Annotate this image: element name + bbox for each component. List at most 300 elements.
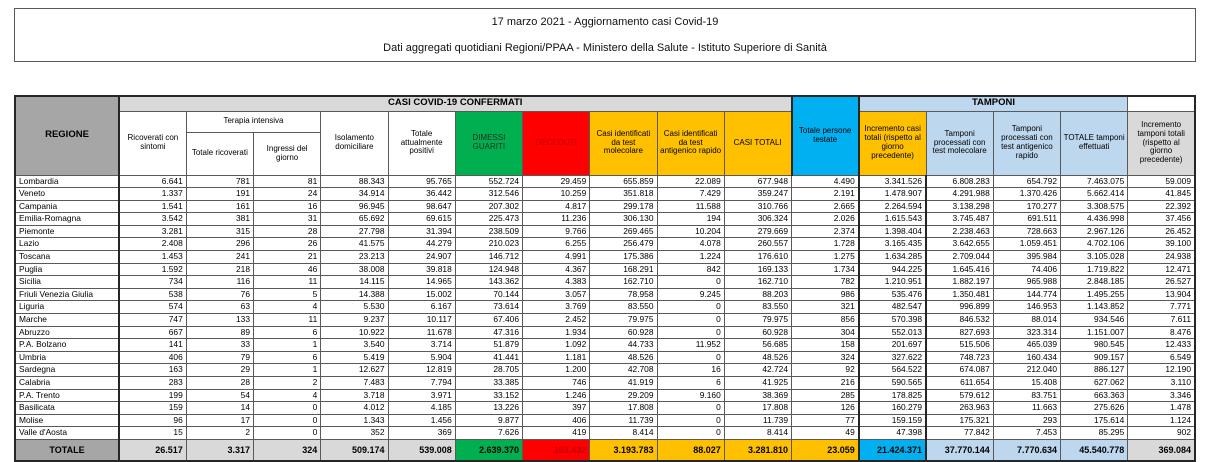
value-cell: 3.105.028	[1061, 251, 1128, 264]
value-cell: 13.226	[455, 402, 522, 415]
value-cell: 47.398	[859, 427, 926, 440]
value-cell: 1.124	[1128, 414, 1195, 427]
table-row	[15, 364, 1195, 377]
value-cell: 304	[792, 326, 859, 339]
value-cell: 159.159	[859, 414, 926, 427]
region-cell: Piemonte	[15, 225, 119, 238]
value-cell: 15.002	[388, 288, 455, 301]
value-cell: 315	[186, 225, 253, 238]
value-cell: 92	[792, 364, 859, 377]
value-cell: 168.291	[590, 263, 657, 276]
value-cell: 44.279	[388, 238, 455, 251]
value-cell: 146.953	[993, 301, 1060, 314]
value-cell: 746	[523, 377, 590, 390]
covid-data-table	[14, 95, 1196, 462]
value-cell: 3.346	[1128, 389, 1195, 402]
table-row	[15, 225, 1195, 238]
value-cell: 5	[254, 288, 321, 301]
value-cell: 369.084	[1128, 439, 1195, 461]
value-cell: 41.575	[321, 238, 388, 251]
value-cell: 4	[254, 389, 321, 402]
value-cell: 15.408	[993, 377, 1060, 390]
value-cell: 41.925	[724, 377, 791, 390]
value-cell: 7.453	[993, 427, 1060, 440]
region-cell: Molise	[15, 414, 119, 427]
value-cell: 0	[657, 326, 724, 339]
value-cell: 60.928	[590, 326, 657, 339]
value-cell: 4.436.998	[1061, 213, 1128, 226]
value-cell: 163	[119, 364, 186, 377]
value-cell: 28	[186, 377, 253, 390]
value-cell: 4.185	[388, 402, 455, 415]
value-cell: 69.615	[388, 213, 455, 226]
value-cell: 509.174	[321, 439, 388, 461]
value-cell: 8.414	[724, 427, 791, 440]
value-cell: 48.526	[590, 351, 657, 364]
value-cell: 2.408	[119, 238, 186, 251]
value-cell: 2.452	[523, 314, 590, 327]
value-cell: 3.542	[119, 213, 186, 226]
value-cell: 11.739	[724, 414, 791, 427]
value-cell: 2.264.594	[859, 200, 926, 213]
value-cell: 1.343	[321, 414, 388, 427]
value-cell: 827.693	[926, 326, 993, 339]
value-cell: 5.530	[321, 301, 388, 314]
value-cell: 1.541	[119, 200, 186, 213]
value-cell: 359.247	[724, 188, 791, 201]
value-cell: 1.728	[792, 238, 859, 251]
value-cell: 12.471	[1128, 263, 1195, 276]
value-cell: 321	[792, 301, 859, 314]
value-cell: 856	[792, 314, 859, 327]
value-cell: 1.645.416	[926, 263, 993, 276]
value-cell: 352	[321, 427, 388, 440]
region-cell: Sicilia	[15, 276, 119, 289]
value-cell: 6.255	[523, 238, 590, 251]
value-cell: 842	[657, 263, 724, 276]
value-cell: 46	[254, 263, 321, 276]
table-row	[15, 238, 1195, 251]
value-cell: 1.246	[523, 389, 590, 402]
value-cell: 1.092	[523, 339, 590, 352]
value-cell: 24.907	[388, 251, 455, 264]
value-cell: 3.714	[388, 339, 455, 352]
value-cell: 886.127	[1061, 364, 1128, 377]
value-cell: 49	[792, 427, 859, 440]
value-cell: 0	[254, 427, 321, 440]
value-cell: 16	[657, 364, 724, 377]
value-cell: 207.302	[455, 200, 522, 213]
value-cell: 324	[254, 439, 321, 461]
value-cell: 29.209	[590, 389, 657, 402]
value-cell: 986	[792, 288, 859, 301]
value-cell: 1.275	[792, 251, 859, 264]
value-cell: 397	[523, 402, 590, 415]
value-cell: 11	[254, 314, 321, 327]
value-cell: 170.277	[993, 200, 1060, 213]
value-cell: 283	[119, 377, 186, 390]
value-cell: 85.295	[1061, 427, 1128, 440]
value-cell: 9.160	[657, 389, 724, 402]
col-header-persone-testate: Totale persone testate	[792, 96, 859, 175]
value-cell: 22.089	[657, 175, 724, 188]
value-cell: 7.483	[321, 377, 388, 390]
value-cell: 846.532	[926, 314, 993, 327]
value-cell: 216	[792, 377, 859, 390]
region-cell: Friuli Venezia Giulia	[15, 288, 119, 301]
value-cell: 41.919	[590, 377, 657, 390]
value-cell: 41.845	[1128, 188, 1195, 201]
value-cell: 7.771	[1128, 301, 1195, 314]
value-cell: 3.341.526	[859, 175, 926, 188]
value-cell: 175.321	[926, 414, 993, 427]
value-cell: 1.719.822	[1061, 263, 1128, 276]
value-cell: 88.203	[724, 288, 791, 301]
value-cell: 381	[186, 213, 253, 226]
value-cell: 191	[186, 188, 253, 201]
value-cell: 3.769	[523, 301, 590, 314]
value-cell: 0	[657, 301, 724, 314]
value-cell: 0	[657, 276, 724, 289]
value-cell: 7.626	[455, 427, 522, 440]
value-cell: 51.879	[455, 339, 522, 352]
value-cell: 1.151.007	[1061, 326, 1128, 339]
value-cell: 6.808.283	[926, 175, 993, 188]
value-cell: 9.237	[321, 314, 388, 327]
value-cell: 7.794	[388, 377, 455, 390]
value-cell: 934.546	[1061, 314, 1128, 327]
value-cell: 1.350.481	[926, 288, 993, 301]
col-header-terapia-ingressi: Ingressi del giorno	[254, 132, 321, 175]
col-header-regione: REGIONE	[15, 96, 119, 175]
value-cell: 1.478	[1128, 402, 1195, 415]
value-cell: 176.610	[724, 251, 791, 264]
region-cell: Emilia-Romagna	[15, 213, 119, 226]
value-cell: 909.157	[1061, 351, 1128, 364]
value-cell: 4.817	[523, 200, 590, 213]
value-cell: 160.434	[993, 351, 1060, 364]
value-cell: 351.818	[590, 188, 657, 201]
value-cell: 6	[657, 377, 724, 390]
region-cell: P.A. Trento	[15, 389, 119, 402]
value-cell: 406	[523, 414, 590, 427]
value-cell: 1.337	[119, 188, 186, 201]
value-cell: 6.549	[1128, 351, 1195, 364]
value-cell: 3.642.655	[926, 238, 993, 251]
region-cell: Umbria	[15, 351, 119, 364]
value-cell: 2.026	[792, 213, 859, 226]
value-cell: 667	[119, 326, 186, 339]
value-cell: 11.952	[657, 339, 724, 352]
value-cell: 210.023	[455, 238, 522, 251]
col-header-incremento-casi: Incremento casi totali (rispetto al giorno precedente)	[859, 111, 926, 175]
value-cell: 944.225	[859, 263, 926, 276]
value-cell: 24	[254, 188, 321, 201]
table-row	[15, 251, 1195, 264]
value-cell: 26.452	[1128, 225, 1195, 238]
value-cell: 654.792	[993, 175, 1060, 188]
value-cell: 552.724	[455, 175, 522, 188]
value-cell: 79.975	[724, 314, 791, 327]
value-cell: 275.626	[1061, 402, 1128, 415]
value-cell: 781	[186, 175, 253, 188]
table-row	[15, 326, 1195, 339]
value-cell: 169.133	[724, 263, 791, 276]
value-cell: 225.473	[455, 213, 522, 226]
value-cell: 3.057	[523, 288, 590, 301]
value-cell: 238.509	[455, 225, 522, 238]
value-cell: 14.388	[321, 288, 388, 301]
value-cell: 3.193.783	[590, 439, 657, 461]
value-cell: 88.014	[993, 314, 1060, 327]
value-cell: 734	[119, 276, 186, 289]
table-row	[15, 263, 1195, 276]
value-cell: 3.138.298	[926, 200, 993, 213]
value-cell: 96	[119, 414, 186, 427]
value-cell: 34.914	[321, 188, 388, 201]
value-cell: 965.988	[993, 276, 1060, 289]
col-header-positivi: Totale attualmente positivi	[388, 111, 455, 175]
table-row	[15, 427, 1195, 440]
value-cell: 747	[119, 314, 186, 327]
region-cell: Abruzzo	[15, 326, 119, 339]
value-cell: 996.899	[926, 301, 993, 314]
value-cell: 42.724	[724, 364, 791, 377]
region-cell: Veneto	[15, 188, 119, 201]
value-cell: 48.526	[724, 351, 791, 364]
value-cell: 2.848.185	[1061, 276, 1128, 289]
table-row	[15, 389, 1195, 402]
value-cell: 482.547	[859, 301, 926, 314]
value-cell: 201.697	[859, 339, 926, 352]
region-cell: Lazio	[15, 238, 119, 251]
value-cell: 4.702.106	[1061, 238, 1128, 251]
value-cell: 89	[186, 326, 253, 339]
value-cell: 10.259	[523, 188, 590, 201]
value-cell: 3.317	[186, 439, 253, 461]
value-cell: 663.363	[1061, 389, 1128, 402]
value-cell: 2	[254, 377, 321, 390]
value-cell: 26	[254, 238, 321, 251]
region-cell: P.A. Bolzano	[15, 339, 119, 352]
value-cell: 54	[186, 389, 253, 402]
region-cell: Calabria	[15, 377, 119, 390]
value-cell: 1.592	[119, 263, 186, 276]
value-cell: 78.958	[590, 288, 657, 301]
value-cell: 691.511	[993, 213, 1060, 226]
value-cell: 7.770.634	[993, 439, 1060, 461]
value-cell: 83.751	[993, 389, 1060, 402]
value-cell: 4.012	[321, 402, 388, 415]
value-cell: 1.615.543	[859, 213, 926, 226]
value-cell: 728.663	[993, 225, 1060, 238]
value-cell: 579.612	[926, 389, 993, 402]
region-cell: Toscana	[15, 251, 119, 264]
value-cell: 3.308.575	[1061, 200, 1128, 213]
value-cell: 12.627	[321, 364, 388, 377]
value-cell: 310.766	[724, 200, 791, 213]
value-cell: 3.281	[119, 225, 186, 238]
value-cell: 2	[186, 427, 253, 440]
value-cell: 306.324	[724, 213, 791, 226]
value-cell: 15	[119, 427, 186, 440]
value-cell: 159	[119, 402, 186, 415]
value-cell: 21.424.371	[859, 439, 926, 461]
value-cell: 269.465	[590, 225, 657, 238]
value-cell: 12.819	[388, 364, 455, 377]
value-cell: 590.565	[859, 377, 926, 390]
value-cell: 29.459	[523, 175, 590, 188]
region-cell: Campania	[15, 200, 119, 213]
value-cell: 1.398.404	[859, 225, 926, 238]
value-cell: 4.078	[657, 238, 724, 251]
value-cell: 175.614	[1061, 414, 1128, 427]
value-cell: 782	[792, 276, 859, 289]
value-cell: 395.984	[993, 251, 1060, 264]
value-cell: 2.374	[792, 225, 859, 238]
value-cell: 98.647	[388, 200, 455, 213]
value-cell: 4	[254, 301, 321, 314]
value-cell: 96.945	[321, 200, 388, 213]
col-header-tamponi-totale: TOTALE tamponi effettuati	[1061, 111, 1128, 175]
value-cell: 10.117	[388, 314, 455, 327]
value-cell: 1.059.451	[993, 238, 1060, 251]
value-cell: 178.825	[859, 389, 926, 402]
value-cell: 17.808	[590, 402, 657, 415]
value-cell: 4.291.988	[926, 188, 993, 201]
value-cell: 77	[792, 414, 859, 427]
value-cell: 263.963	[926, 402, 993, 415]
value-cell: 45.540.778	[1061, 439, 1128, 461]
value-cell: 29	[186, 364, 253, 377]
value-cell: 299.178	[590, 200, 657, 213]
value-cell: 552.013	[859, 326, 926, 339]
value-cell: 11.588	[657, 200, 724, 213]
value-cell: 76	[186, 288, 253, 301]
value-cell: 26.527	[1128, 276, 1195, 289]
value-cell: 323.314	[993, 326, 1060, 339]
value-cell: 0	[254, 414, 321, 427]
value-cell: 160.279	[859, 402, 926, 415]
value-cell: 980.545	[1061, 339, 1128, 352]
value-cell: 2.709.044	[926, 251, 993, 264]
value-cell: 143.362	[455, 276, 522, 289]
value-cell: 14.115	[321, 276, 388, 289]
value-cell: 9.766	[523, 225, 590, 238]
group-header-confermati: CASI COVID-19 CONFERMATI	[119, 96, 792, 111]
value-cell: 564.522	[859, 364, 926, 377]
value-cell: 2.967.126	[1061, 225, 1128, 238]
value-cell: 126	[792, 402, 859, 415]
table-row	[15, 200, 1195, 213]
col-header-deceduti: DECEDUTI	[523, 111, 590, 175]
value-cell: 1	[254, 364, 321, 377]
value-cell: 369	[388, 427, 455, 440]
col-header-incremento-tamponi: Incremento tamponi totali (rispetto al giorno precedente)	[1128, 111, 1195, 175]
report-header	[14, 8, 1196, 62]
value-cell: 158	[792, 339, 859, 352]
value-cell: 37.456	[1128, 213, 1195, 226]
col-header-terapia-totale: Totale ricoverati	[186, 132, 253, 175]
value-cell: 10.204	[657, 225, 724, 238]
value-cell: 4.991	[523, 251, 590, 264]
value-cell: 79	[186, 351, 253, 364]
table-row	[15, 301, 1195, 314]
value-cell: 103.432	[523, 439, 590, 461]
value-cell: 0	[657, 414, 724, 427]
value-cell: 21	[254, 251, 321, 264]
value-cell: 63	[186, 301, 253, 314]
value-cell: 8.476	[1128, 326, 1195, 339]
value-cell: 611.654	[926, 377, 993, 390]
value-cell: 8.414	[590, 427, 657, 440]
value-cell: 5.904	[388, 351, 455, 364]
table-row	[15, 288, 1195, 301]
value-cell: 144.774	[993, 288, 1060, 301]
table-row	[15, 377, 1195, 390]
value-cell: 574	[119, 301, 186, 314]
value-cell: 3.165.435	[859, 238, 926, 251]
col-header-isolamento: Isolamento domiciliare	[321, 111, 388, 175]
value-cell: 538	[119, 288, 186, 301]
value-cell: 3.971	[388, 389, 455, 402]
value-cell: 11.236	[523, 213, 590, 226]
value-cell: 11.678	[388, 326, 455, 339]
value-cell: 11.739	[590, 414, 657, 427]
region-cell: Lombardia	[15, 175, 119, 188]
value-cell: 37.770.144	[926, 439, 993, 461]
value-cell: 2.639.370	[455, 439, 522, 461]
table-row	[15, 414, 1195, 427]
group-header-terapia-intensiva: Terapia intensiva	[186, 111, 321, 132]
value-cell: 902	[1128, 427, 1195, 440]
value-cell: 0	[657, 402, 724, 415]
region-cell: Valle d'Aosta	[15, 427, 119, 440]
value-cell: 627.062	[1061, 377, 1128, 390]
value-cell: 324	[792, 351, 859, 364]
value-cell: 9.245	[657, 288, 724, 301]
value-cell: 256.479	[590, 238, 657, 251]
value-cell: 24.938	[1128, 251, 1195, 264]
value-cell: 59.009	[1128, 175, 1195, 188]
table-row	[15, 213, 1195, 226]
col-header-ricoverati: Ricoverati con sintomi	[119, 111, 186, 175]
value-cell: 26.517	[119, 439, 186, 461]
value-cell: 47.316	[455, 326, 522, 339]
value-cell: 44.733	[590, 339, 657, 352]
value-cell: 1.456	[388, 414, 455, 427]
value-cell: 65.692	[321, 213, 388, 226]
region-cell: Basilicata	[15, 402, 119, 415]
value-cell: 7.463.075	[1061, 175, 1128, 188]
value-cell: 70.144	[455, 288, 522, 301]
value-cell: 6	[254, 326, 321, 339]
value-cell: 95.765	[388, 175, 455, 188]
value-cell: 17.808	[724, 402, 791, 415]
value-cell: 419	[523, 427, 590, 440]
value-cell: 175.386	[590, 251, 657, 264]
value-cell: 28	[254, 225, 321, 238]
value-cell: 677.948	[724, 175, 791, 188]
value-cell: 16	[254, 200, 321, 213]
region-cell: Liguria	[15, 301, 119, 314]
value-cell: 2.238.463	[926, 225, 993, 238]
value-cell: 1.200	[523, 364, 590, 377]
value-cell: 748.723	[926, 351, 993, 364]
total-row	[15, 439, 1195, 461]
table-row	[15, 402, 1195, 415]
value-cell: 1.210.951	[859, 276, 926, 289]
